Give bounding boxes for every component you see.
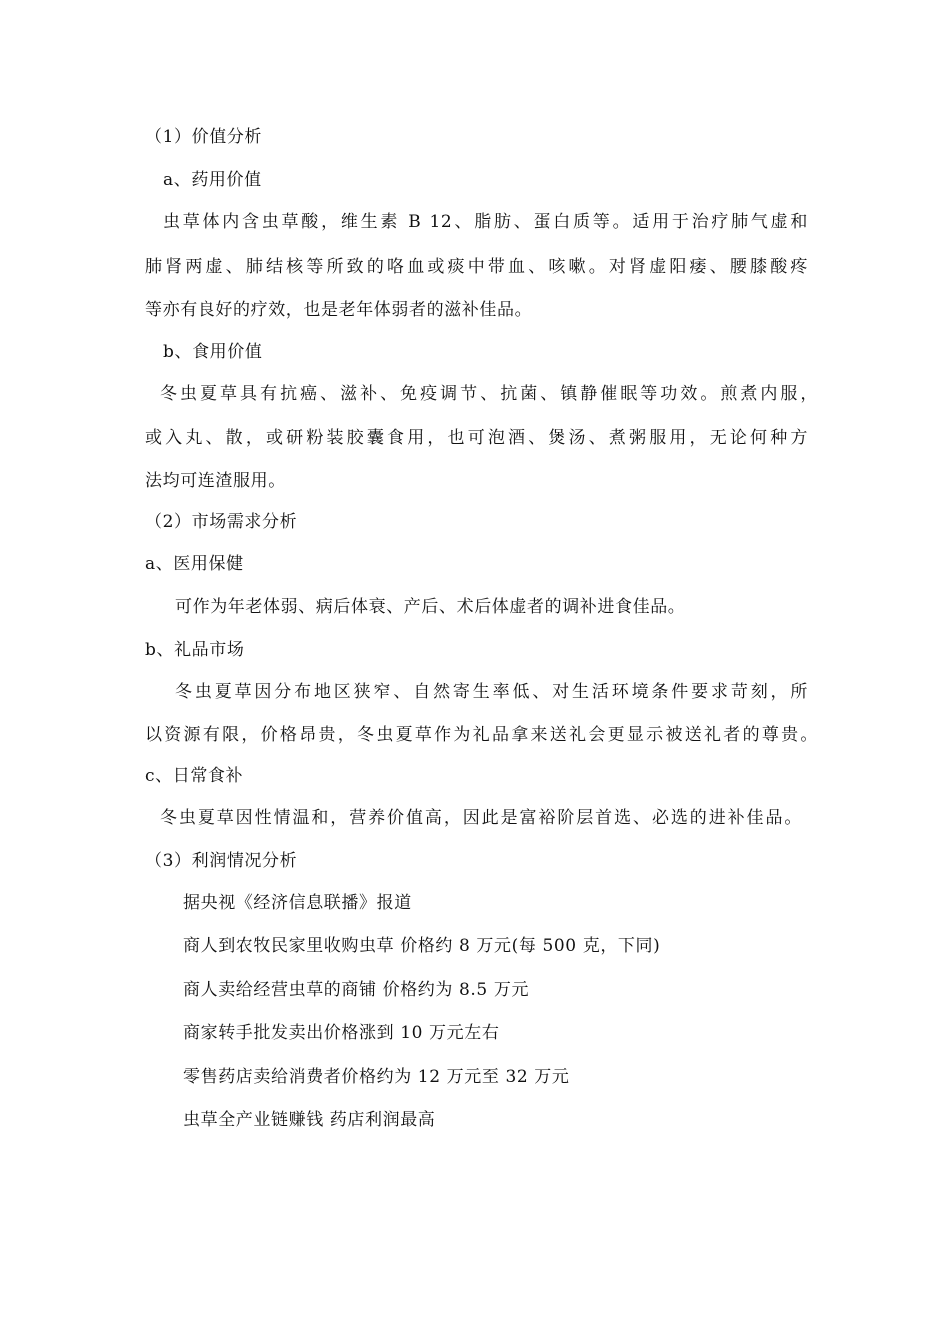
daily-tonic-heading: c、日常食补 (145, 766, 244, 786)
profit-line-2: 商人到农牧民家里收购虫草 价格约 8 万元(每 500 克，下同) (183, 936, 661, 956)
medical-health-body: 可作为年老体弱、病后体衰、产后、术后体虚者的调补进食佳品。 (175, 597, 686, 617)
edible-value-heading: b、食用价值 (163, 342, 263, 362)
profit-line-1: 据央视《经济信息联播》报道 (183, 893, 412, 913)
daily-tonic-body: 冬虫夏草因性情温和，营养价值高，因此是富裕阶层首选、必选的进补佳品。 (160, 808, 802, 828)
medical-health-heading: a、医用保健 (145, 554, 244, 574)
gift-market-line-2: 以资源有限，价格昂贵，冬虫夏草作为礼品拿来送礼会更显示被送礼者的尊贵。 (145, 725, 818, 745)
section-1-heading: （1）价值分析 (145, 127, 263, 147)
profit-line-4: 商家转手批发卖出价格涨到 10 万元左右 (183, 1023, 500, 1043)
medicinal-value-heading: a、药用价值 (163, 170, 262, 190)
edible-value-line-1: 冬虫夏草具有抗癌、滋补、免疫调节、抗菌、镇静催眠等功效。煎煮内服， (160, 384, 818, 404)
section-2-heading: （2）市场需求分析 (145, 512, 298, 532)
medicinal-value-line-1: 虫草体内含虫草酸，维生素 B 12、脂肪、蛋白质等。适用于治疗肺气虚和 (163, 212, 808, 232)
profit-line-3: 商人卖给经营虫草的商铺 价格约为 8.5 万元 (183, 980, 530, 1000)
edible-value-line-2: 或入丸、散，或研粉装胶囊食用，也可泡酒、煲汤、煮粥服用，无论何种方 (145, 428, 808, 448)
gift-market-line-1: 冬虫夏草因分布地区狭窄、自然寄生率低、对生活环境条件要求苛刻，所 (175, 682, 808, 702)
medicinal-value-line-2: 肺肾两虚、肺结核等所致的咯血或痰中带血、咳嗽。对肾虚阳痿、腰膝酸疼 (145, 257, 808, 277)
gift-market-heading: b、礼品市场 (145, 640, 245, 660)
medicinal-value-line-3: 等亦有良好的疗效，也是老年体弱者的滋补佳品。 (145, 300, 533, 320)
edible-value-line-3: 法均可连渣服用。 (145, 471, 286, 491)
section-3-heading: （3）利润情况分析 (145, 851, 298, 871)
profit-line-5: 零售药店卖给消费者价格约为 12 万元至 32 万元 (183, 1067, 570, 1087)
profit-line-6: 虫草全产业链赚钱 药店利润最高 (183, 1110, 436, 1130)
